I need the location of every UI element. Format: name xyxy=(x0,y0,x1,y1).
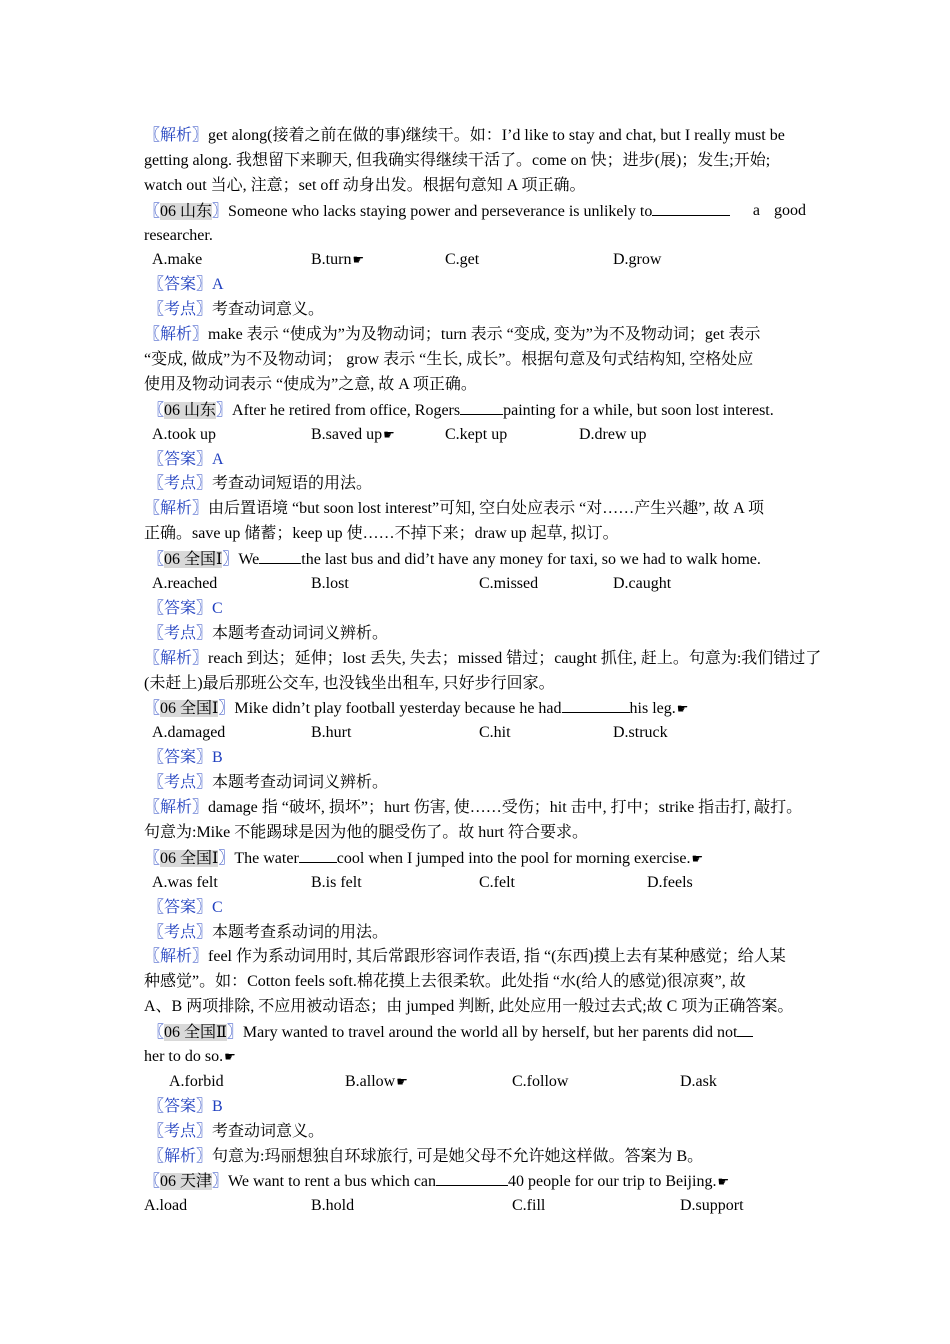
stem-continuation: researcher. xyxy=(144,226,213,244)
answer-line: 〖答案〗C xyxy=(148,898,223,916)
analysis-line: 句意为:Mike 不能踢球是因为他的腿受伤了。故 hurt 符合要求。 xyxy=(144,823,588,841)
option-b: B.is felt xyxy=(311,873,362,891)
answer-line: 〖答案〗C xyxy=(148,599,223,617)
question-stem: 〖06 天津〗We want to rent a bus which can 40 people for our trip to Beijing.☛ xyxy=(144,1169,808,1194)
question-stem: 〖06 全国Ⅰ〗Mike didn’t play football yesterday because he had his leg.☛ xyxy=(144,696,808,721)
question-source-tag: 〖06 全国Ⅰ〗 xyxy=(148,551,239,569)
question-source-tag: 〖06 全国Ⅰ〗 xyxy=(144,849,235,867)
hand-pointer-icon: ☛ xyxy=(691,851,704,867)
options-row xyxy=(144,721,808,746)
option-b: B.allow☛ xyxy=(345,1072,408,1090)
option-c: C.kept up xyxy=(445,425,508,443)
analysis-text: watch out 当心, 注意；set off 动身出发。根据句意知 A 项正确。 xyxy=(144,176,586,194)
answer-blank xyxy=(737,1020,753,1037)
answer-blank xyxy=(299,846,337,863)
hand-pointer-icon: ☛ xyxy=(383,427,395,443)
question-stem: 〖06 山东〗After he retired from office, Rogers painting for a while, but soon lost interest. xyxy=(144,398,808,423)
option-c: C.hit xyxy=(479,724,511,742)
question-stem: 〖06 全国Ⅱ〗Mary wanted to travel around the world all by herself, but her parents did not xyxy=(144,1020,808,1045)
point-line: 〖考点〗本题考查动词词义辨析。 xyxy=(148,624,389,642)
point-line: 〖考点〗本题考查系动词的用法。 xyxy=(148,923,389,941)
analysis-line: 种感觉”。如：Cotton feels soft.棉花摸上去很柔软。此处指 “水(给人的感觉)很凉爽”, 故 xyxy=(144,973,746,991)
option-c: C.fill xyxy=(512,1197,546,1215)
point-line: 〖考点〗考查动词意义。 xyxy=(148,1122,325,1140)
option-d: D.grow xyxy=(613,251,662,269)
question-source-tag: 〖06 山东〗 xyxy=(148,401,233,419)
option-b: B.lost xyxy=(311,575,349,593)
answer-blank xyxy=(460,398,503,415)
analysis-line: A、B 两项排除, 不应用被动语态；由 jumped 判断, 此处应用一般过去式;故 C 项为正确答案。 xyxy=(144,998,794,1016)
option-a: A.was felt xyxy=(152,873,218,891)
option-d: D.struck xyxy=(613,724,668,742)
hand-pointer-icon: ☛ xyxy=(396,1074,408,1090)
option-d: D.support xyxy=(680,1197,744,1215)
option-c: C.missed xyxy=(479,575,539,593)
analysis-line: 〖解析〗reach 到达；延伸；lost 丢失, 失去；missed 错过；caught 抓住, 赶上。句意为:我们错过了 xyxy=(144,649,822,667)
analysis-line xyxy=(144,124,808,149)
analysis-line: 使用及物动词表示 “使成为”之意, 故 A 项正确。 xyxy=(144,375,477,393)
options-row xyxy=(144,423,808,448)
options-row xyxy=(144,248,808,273)
answer-blank xyxy=(652,199,730,216)
question-source-tag: 〖06 山东〗 xyxy=(144,202,229,220)
analysis-line: 〖解析〗由后置语境 “but soon lost interest”可知, 空白处应表示 “对……产生兴趣”, 故 A 项 xyxy=(144,500,764,518)
question-stem xyxy=(144,199,808,224)
analysis-line: (未赶上)最后那班公交车, 也没钱坐出租车, 只好步行回家。 xyxy=(144,674,555,692)
option-a: A.damaged xyxy=(152,724,226,742)
stem-continuation: her to do so.☛ xyxy=(144,1047,236,1065)
analysis-line xyxy=(144,149,808,174)
option-a: A.forbid xyxy=(169,1072,224,1090)
analysis-text: 〖解析〗get along(接着之前在做的事)继续干。如：I’d like to stay and chat, but I really must be xyxy=(144,127,785,144)
analysis-line: “变成, 做成”为不及物动词； grow 表示 “生长, 成长”。根据句意及句式结构知, 空格处应 xyxy=(144,351,754,369)
option-d: D.caught xyxy=(613,575,672,593)
question-source-tag: 〖06 全国Ⅱ〗 xyxy=(148,1024,243,1042)
option-c: C.get xyxy=(445,251,480,269)
point-line: 〖考点〗考查动词意义。 xyxy=(148,301,325,319)
options-row xyxy=(144,871,808,896)
point-line: 〖考点〗本题考查动词词义辨析。 xyxy=(148,774,389,792)
analysis-line: 〖解析〗make 表示 “使成为”为及物动词；turn 表示 “变成, 变为”为不及物动词；get 表示 xyxy=(144,326,761,344)
answer-line: 〖答案〗B xyxy=(148,749,223,767)
hand-pointer-icon: ☛ xyxy=(352,253,365,269)
question-stem: 〖06 全国Ⅰ〗We the last bus and did’t have any money for taxi, so we had to walk home. xyxy=(144,547,808,572)
answer-line: 〖答案〗A xyxy=(148,450,224,468)
analysis-line: 正确。save up 储蓄；keep up 使……不掉下来；draw up 起草, 拟订。 xyxy=(144,525,619,543)
question-source-tag: 〖06 全国Ⅰ〗 xyxy=(144,700,235,718)
answer-blank xyxy=(562,696,630,713)
hand-pointer-icon: ☛ xyxy=(717,1175,730,1191)
option-c: C.follow xyxy=(512,1072,569,1090)
point-line: 〖考点〗考查动词短语的用法。 xyxy=(148,475,373,493)
option-d: D.feels xyxy=(647,873,693,891)
hand-pointer-icon: ☛ xyxy=(224,1049,236,1065)
document-page xyxy=(144,124,822,1219)
question-source-tag: 〖06 天津〗 xyxy=(144,1173,229,1191)
option-b: B.hold xyxy=(311,1197,355,1215)
question-stem: 〖06 全国Ⅰ〗The water cool when I jumped into the pool for morning exercise.☛ xyxy=(144,846,808,871)
answer-line: 〖答案〗A xyxy=(148,276,224,294)
option-b: B.saved up☛ xyxy=(311,425,395,443)
option-b: B.turn☛ xyxy=(311,251,365,269)
stem-text: a good xyxy=(752,201,806,219)
option-b: B.hurt xyxy=(311,724,352,742)
answer-blank xyxy=(259,547,301,564)
analysis-line: 〖解析〗damage 指 “破坏, 损坏”；hurt 伤害, 使……受伤；hit 击中, 打中；strike 指击打, 敲打。 xyxy=(144,799,803,817)
analysis-line: 〖解析〗feel 作为系动词用时, 其后常跟形容词作表语, 指 “(东西)摸上去有某种感觉；给人某 xyxy=(144,948,786,966)
option-a: A.load xyxy=(144,1197,188,1215)
answer-line: 〖答案〗B xyxy=(148,1097,223,1115)
option-d: D.drew up xyxy=(579,425,647,443)
options-row xyxy=(144,1070,808,1095)
analysis-line: 〖解析〗句意为:玛丽想独自环球旅行, 可是她父母不允许她这样做。答案为 B。 xyxy=(148,1147,704,1165)
options-row xyxy=(144,1194,808,1219)
options-row xyxy=(144,572,808,597)
option-a: A.took up xyxy=(152,425,216,443)
analysis-line xyxy=(144,174,808,199)
option-a: A.reached xyxy=(152,575,218,593)
answer-blank xyxy=(436,1169,508,1186)
hand-pointer-icon: ☛ xyxy=(676,702,689,718)
analysis-text: getting along. 我想留下来聊天, 但我确实得继续干活了。come on 快；进步(展)；发生;开始; xyxy=(144,151,771,169)
option-c: C.felt xyxy=(479,873,515,891)
stem-text: Someone who lacks staying power and perseverance is unlikely to xyxy=(228,202,653,220)
option-a: A.make xyxy=(152,251,203,269)
option-d: D.ask xyxy=(680,1072,717,1090)
